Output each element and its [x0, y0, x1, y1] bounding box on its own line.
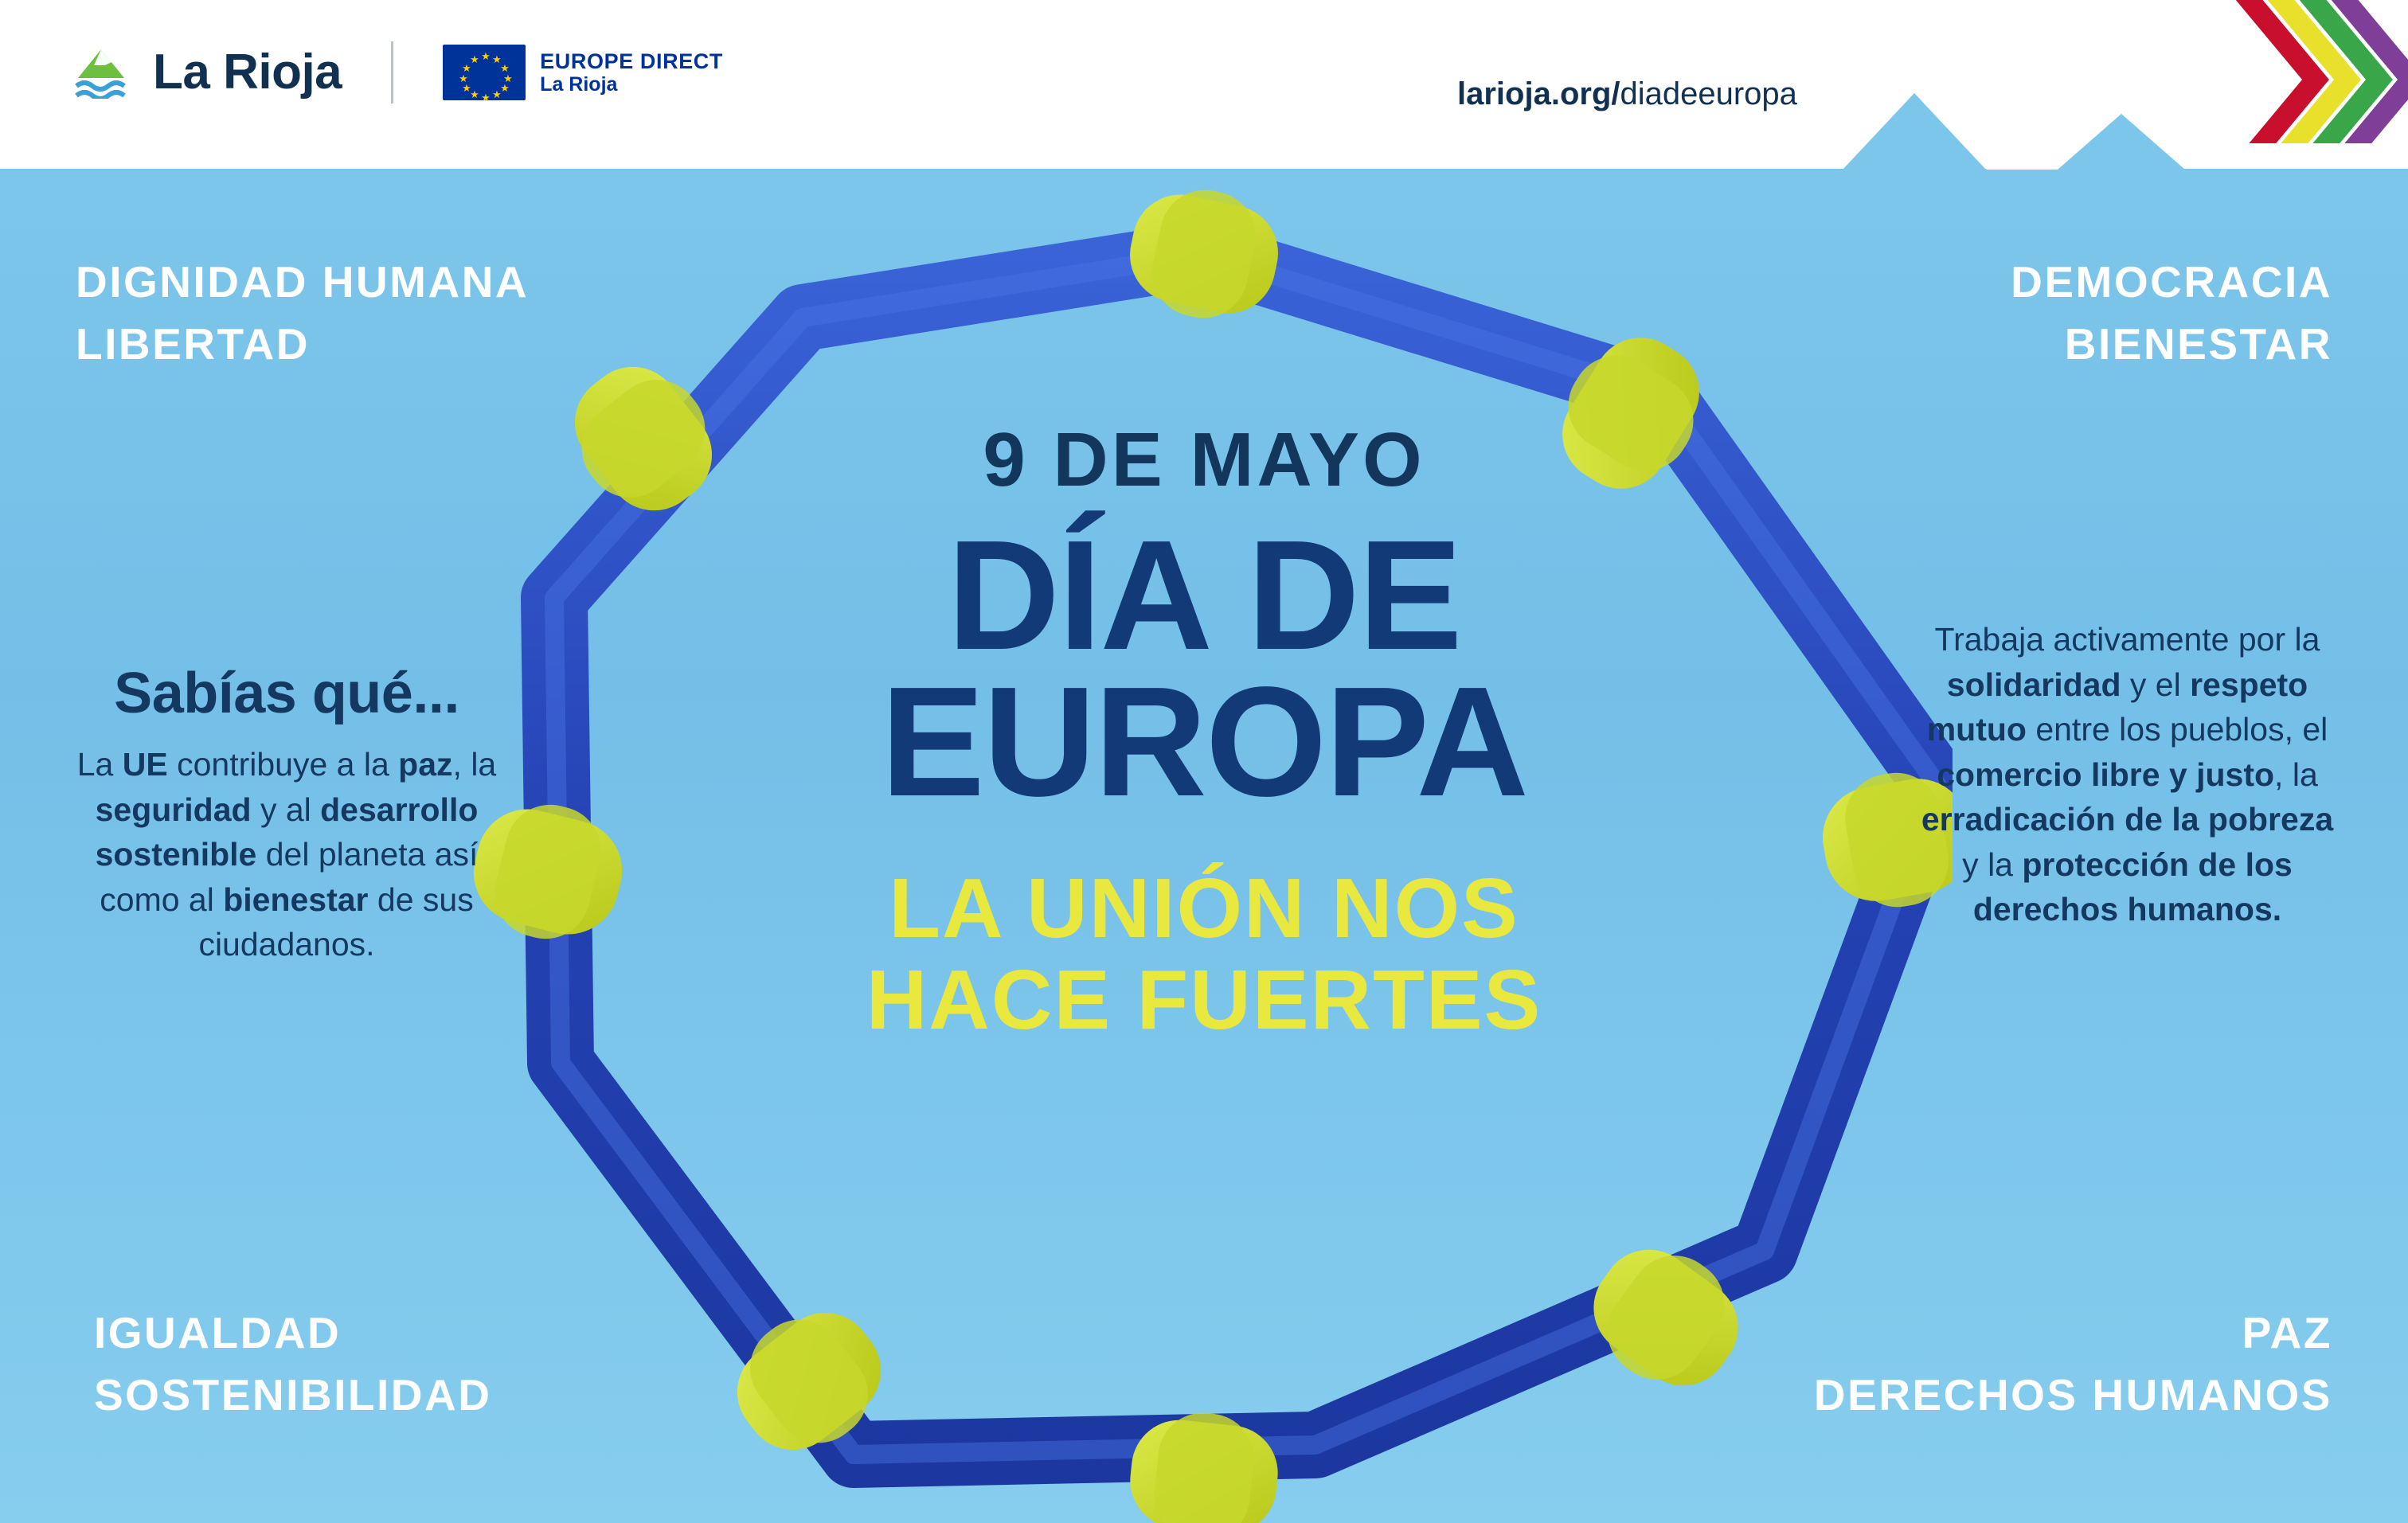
- europe-direct-logo: [443, 45, 723, 103]
- keywords-top-left: [76, 251, 529, 375]
- left-panel-body: La UE contribuye a la paz, la seguridad y al desarrollo sostenible del planeta así como al bienestar de sus ciudadanos.: [76, 746, 497, 963]
- event-title-line-1: DÍA DE: [947, 508, 1461, 682]
- keywords-bottom-left: [94, 1302, 491, 1426]
- la-rioja-mountain-logo: [70, 46, 132, 99]
- main-title-block: [686, 417, 1722, 1047]
- keyword-igualdad: IGUALDAD: [94, 1308, 342, 1357]
- logo-group: [70, 41, 723, 103]
- left-panel-heading: Sabías qué...: [114, 662, 459, 725]
- slogan-line-2: HACE FUERTES: [866, 952, 1542, 1047]
- brand-name: La Rioja: [153, 45, 342, 100]
- keyword-bienestar: BIENESTAR: [2064, 319, 2332, 369]
- europe-direct-title: EUROPE DIRECT: [540, 49, 723, 73]
- keywords-top-right: [2011, 251, 2332, 375]
- keywords-bottom-right: [1814, 1302, 2332, 1426]
- keyword-derechos-humanos: DERECHOS HUMANOS: [1813, 1370, 2332, 1420]
- url-path: diadeeuropa: [1620, 76, 1797, 111]
- slogan-line-1: LA UNIÓN NOS: [889, 861, 1519, 956]
- logo-divider: [391, 41, 393, 103]
- europe-direct-subtitle: La Rioja: [540, 73, 618, 96]
- url-domain: larioja.org/: [1457, 76, 1620, 111]
- right-info-panel: [1910, 617, 2344, 932]
- keyword-paz: PAZ: [2242, 1308, 2332, 1357]
- keyword-libertad: LIBERTAD: [76, 319, 310, 369]
- rioja-flag-stripes-icon: [2145, 0, 2408, 143]
- keyword-dignidad-humana: DIGNIDAD HUMANA: [76, 257, 530, 307]
- header-bar: [0, 0, 2408, 169]
- right-panel-body: Trabaja activamente por la solidaridad y el respeto mutuo entre los pueblos, el comercio libre y justo, la erradicación de la pobreza y la protección de los derechos humanos.: [1921, 621, 2334, 928]
- left-info-panel: [72, 661, 502, 967]
- keyword-sostenibilidad: SOSTENIBILIDAD: [94, 1370, 492, 1420]
- event-title-line-2: EUROPA: [880, 654, 1527, 830]
- website-url[interactable]: [1457, 76, 1797, 112]
- event-date: 9 DE MAYO: [983, 417, 1425, 502]
- keyword-democracia: DEMOCRACIA: [2011, 257, 2332, 307]
- european-union-flag: ★ ★ ★ ★ ★ ★ ★ ★ ★ ★ ★ ★: [443, 45, 526, 100]
